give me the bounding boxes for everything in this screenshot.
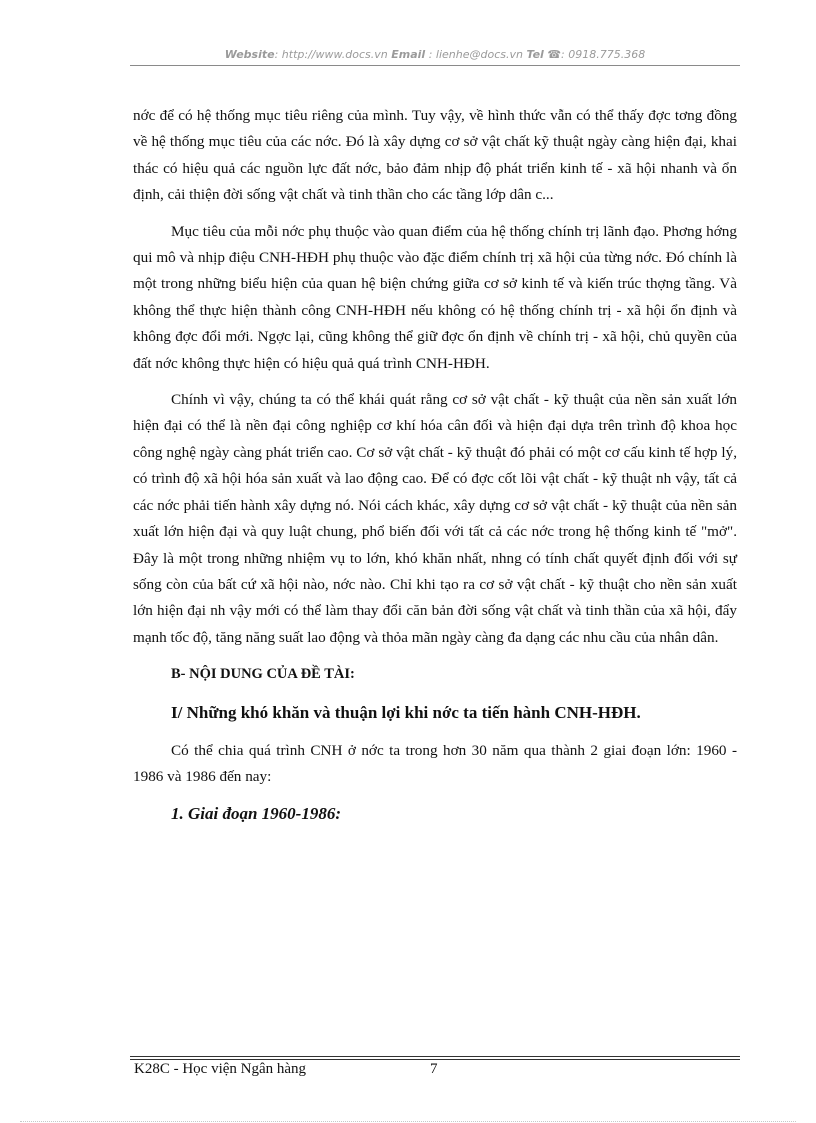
email-address[interactable]: : lienhe@docs.vn [428,48,523,61]
website-label: Website [224,48,275,61]
page-edge-dotted-line [20,1121,796,1122]
page-header [130,48,740,61]
footer-divider-bottom [130,1059,740,1060]
paragraph-3: Chính vì vậy, chúng ta có thể khái quát rằng cơ sở vật chất - kỹ thuật của nền sản xuất lớn hiện đại có thể là nền đại công nghiệp cơ khí hóa cân đối và hiện đại dựa trên trình độ khoa học công nghệ ngày càng phát triển cao. Cơ sở vật chất - kỹ thuật đó phải có một cơ cấu kinh tế hợp lý, có trình độ xã hội hóa sản xuất và lao động cao. Để có đợc cốt lõi vật chất - kỹ thuật nh vậy, tất cả các nớc phải tiến hành xây dựng nó. Nói cách khác, xây dựng cơ sở vật chất - kỹ thuật của nền sản xuất lớn hiện đại và quy luật chung, phổ biến đối với tất cả các nớc trong hệ thống kinh tế "mở". Đây là một trong những nhiệm vụ to lớn, khó khăn nhất, nhng có tính chất quyết định đối với sự sống còn của bất cứ xã hội nào, nớc nào. Chỉ khi tạo ra cơ sở vật chất - kỹ thuật cho nền sản xuất lớn hiện đại nh vậy mới có thể làm thay đổi căn bản đời sống vật chất và tinh thần của xã hội, đẩy mạnh tốc độ, tăng năng suất lao động và thỏa mãn ngày càng đa dạng các nhu cầu của nhân dân. [133,391,737,646]
paragraph-2: Mục tiêu của mỗi nớc phụ thuộc vào quan điểm của hệ thống chính trị lãnh đạo. Phơng hớng qui mô và nhịp điệu CNH-HĐH phụ thuộc vào đặc điểm chính trị xã hội của từng nớc. Đó chính là một trong những biểu hiện của quan hệ biện chứng giữa cơ sở kinh tế và kiến trúc thợng tầng. Và không thể thực hiện thành công CNH-HĐH nếu không có hệ thống chính trị - xã hội ổn định và không đợc đổi mới. Ngợc lại, cũng không thể giữ đợc ổn định về chính trị - xã hội, chủ quyền của đất nớc không thực hiện có hiệu quả quá trình CNH-HĐH. [133,222,737,372]
header-divider [130,65,740,66]
page-number: 7 [430,1061,438,1077]
footer-institution: K28C - Học viện Ngân hàng [134,1061,307,1077]
website-url[interactable]: : http://www.docs.vn [274,48,388,61]
period-heading: 1. Giai đoạn 1960-1986: [171,803,341,823]
paragraph-1: nớc để có hệ thống mục tiêu riêng của mình. Tuy vậy, về hình thức vẫn có thể thấy đợc tơng đồng về hệ thống mục tiêu của các nớc. Đó là xây dựng cơ sở vật chất kỹ thuật ngày càng hiện đại, khai thác có hiệu quả các nguồn lực đất nớc, bảo đảm nhịp độ phát triển kinh tế - xã hội nhanh và ổn định, cải thiện đời sống vật chất và tinh thần cho các tầng lớp dân c... [133,107,737,204]
paragraph-4: Có thể chia quá trình CNH ở nớc ta trong hơn 30 năm qua thành 2 giai đoạn lớn: 1960 - 1986 và 1986 đến nay: [133,741,737,786]
tel-number: ☎: 0918.775.368 [547,48,646,61]
sub-heading: I/ Những khó khăn và thuận lợi khi nớc ta tiến hành CNH-HĐH. [171,702,641,722]
tel-label: Tel [526,48,544,61]
section-heading: B- NỘI DUNG CỦA ĐỀ TÀI: [171,666,355,683]
footer-divider-top [130,1056,740,1057]
email-label: Email [391,48,426,61]
document-body [133,103,737,827]
